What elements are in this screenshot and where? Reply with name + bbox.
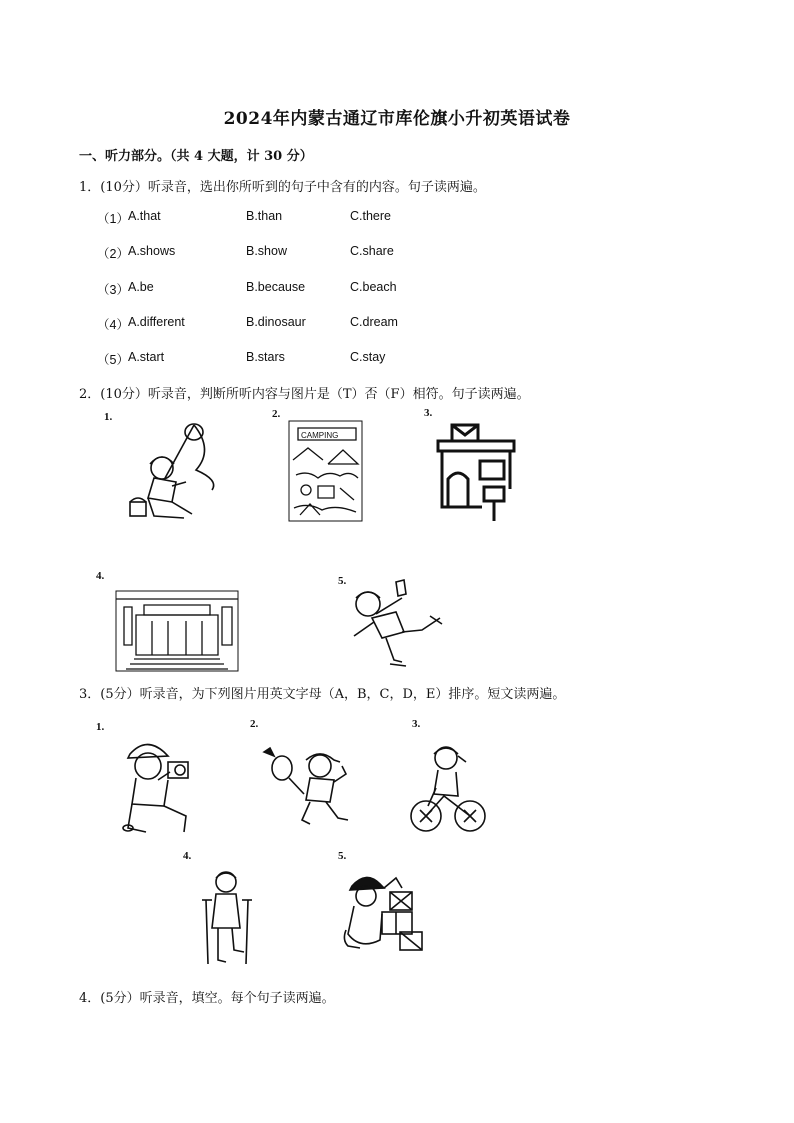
q1-option-a[interactable]: A.start [128,350,165,364]
q1-option-b[interactable]: B.stars [246,350,285,364]
question-4-stem: 4．(5分）听录音，填空。每个句子读两遍。 [79,991,335,1006]
q1-row-number: （5） [97,353,129,367]
q3-picture-boy-crutches [196,870,260,968]
q1-row-number: （2） [97,247,129,261]
q1-option-a[interactable]: A.shows [128,244,176,258]
q1-row-number: （3） [97,283,129,297]
q1-option-b[interactable]: B.because [246,280,306,294]
q1-option-c[interactable]: C.beach [350,280,397,294]
q1-row-number: （1） [97,212,129,226]
section-heading: 一、听力部分。（共 4 大题，计 30 分） [79,149,313,164]
question-2-stem: 2．(10分）听录音，判断所听内容与图片是（T）否（F）相符。句子读两遍。 [79,387,530,402]
q1-option-a[interactable]: A.different [128,315,185,329]
q1-option-c[interactable]: C.dream [350,315,398,329]
q1-row-number: （4） [97,318,129,332]
q1-option-c[interactable]: C.there [350,209,391,223]
q3-picture-label: 3. [412,718,421,730]
q2-picture-label: 3. [424,407,433,419]
q2-picture-label: 1. [104,411,113,423]
q2-picture-building [114,585,240,673]
q2-picture-boy-skating [346,578,446,674]
q1-option-c[interactable]: C.stay [350,350,386,364]
question-3-stem: 3．(5分）听录音，为下列图片用英文字母（A，B，C，D，E）排序。短文读两遍。 [79,687,566,702]
q3-picture-label: 4. [183,850,192,862]
q3-picture-label: 5. [338,850,347,862]
q1-option-b[interactable]: B.show [246,244,287,258]
q2-picture-camping-scene [288,420,363,522]
q3-picture-label: 2. [250,718,259,730]
q1-option-a[interactable]: A.be [128,280,154,294]
q1-option-c[interactable]: C.share [350,244,394,258]
q3-picture-girl-cycling [408,744,488,836]
question-1-stem: 1．(10分）听录音，选出你所听到的句子中含有的内容。句子读两遍。 [79,180,486,195]
q2-picture-boy-fishing [124,420,224,530]
q3-picture-boy-badminton [260,746,352,828]
q2-picture-post-office [436,423,516,523]
q1-option-b[interactable]: B.dinosaur [246,315,306,329]
q1-option-a[interactable]: A.that [128,209,161,223]
q1-option-b[interactable]: B.than [246,209,283,223]
q3-picture-boy-photographing [118,736,198,836]
q2-picture-label: 5. [338,575,347,587]
q3-picture-label: 1. [96,721,105,733]
page-title: 2024年内蒙古通辽市库伦旗小升初英语试卷 [223,109,571,129]
q2-picture-label: 4. [96,570,105,582]
camping-sign-text: CAMPING [301,431,339,440]
q3-picture-girl-with-gifts [340,870,426,956]
q2-picture-label: 2. [272,408,281,420]
